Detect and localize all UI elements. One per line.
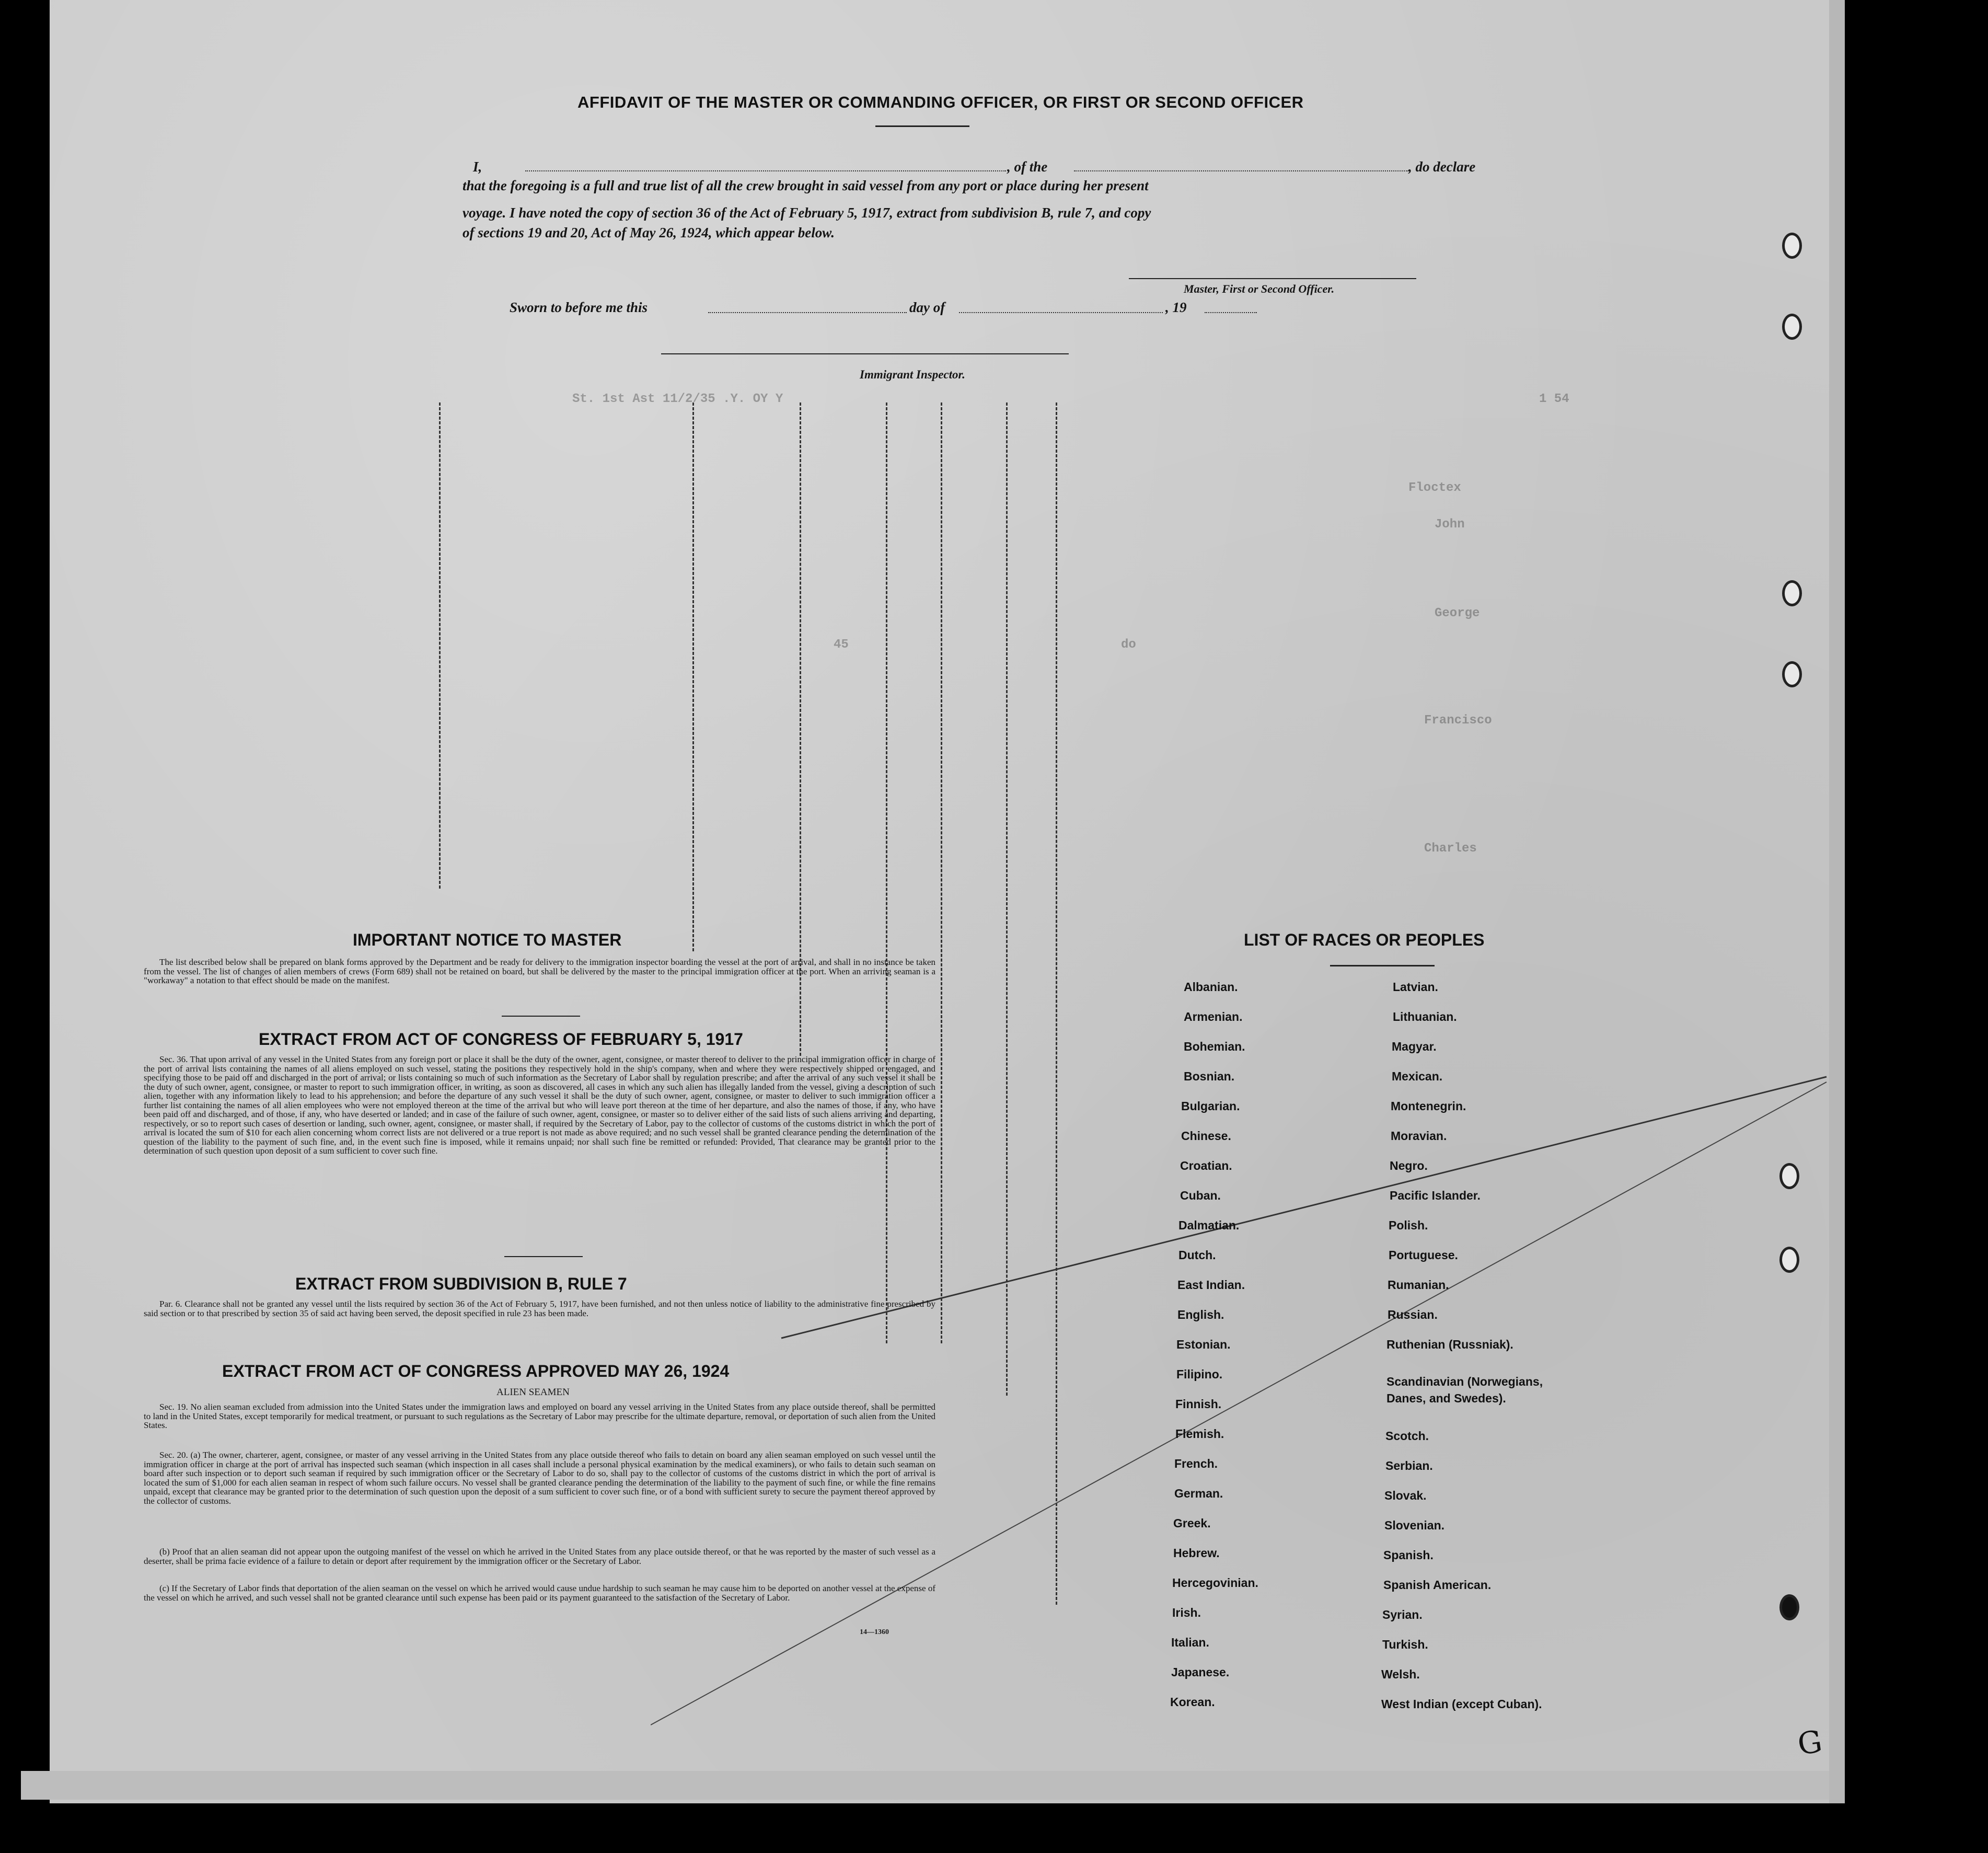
race-item: Japanese. (1171, 1665, 1230, 1679)
race-item: East Indian. (1177, 1278, 1245, 1292)
extract-1917-body: Sec. 36. That upon arrival of any vessel in the United States from any foreign port or place it shall be the duty of the owner, agent, consignee, or master thereof to deliver to the principal immigration officer in charge of the port of arrival lists containing the names of all aliens employed on such vessel, stating the positions they respectively hold in the ship's company, when and where they were respectively shipped or engaged, and specifying those to be paid off and discharged in the port of arrival; or lists containing so much of such information as the Secretary of Labor shall by regulation prescribe; and after the arrival of any such vessel it shall be the duty of such owner, agent, consignee, or master to report to such immigration officer, in writing, as soon as discovered, all cases in which any such alien has illegally landed from the vessel, giving a description of such alien, together with any information likely to lead to his apprehension; and before the departure of any such vessel it shall be the duty of such owner, agent, consignee, or master to deliver to such immigration officer a further list containing the names of all alien employees who were not employed thereon at the time of the arrival but who will leave port thereon at the time of her departure, and also the names of those, if any, who have been paid off and discharged, and of those, if any, who have deserted or landed; and in case of the failure of such owner, agent, consignee, or master so to deliver either of the said lists of such aliens arriving and departing, respectively, or so to report such cases of desertion or landing, such owner, agent, consignee, or master shall, if required by the Secretary of Labor, pay to the collector of customs of the customs district in which the port of arrival is located the sum of $10 for each alien concerning whom correct lists are not delivered or a true report is not made as above required; and no such vessel shall be granted clearance pending the determination of the question of the liability to the payment of such fine, and, in the event such fine is imposed, while it remains unpaid; nor shall such fine be remitted or refunded: Provided, That clearance may be granted prior to the determination of such question upon deposit of a sum sufficient to cover such fine. (144, 1054, 935, 1156)
affidavit-line2: that the foregoing is a full and true list of all the crew brought in said vessel from any port or place during her present (463, 178, 1149, 193)
race-item: Filipino. (1176, 1367, 1223, 1381)
race-item: Slovak. (1384, 1489, 1427, 1502)
race-item: Hercegovinian. (1172, 1576, 1258, 1590)
rule7-title: EXTRACT FROM SUBDIVISION B, RULE 7 (295, 1274, 627, 1293)
race-item: Danes, and Swedes). (1386, 1391, 1506, 1405)
race-item: Italian. (1171, 1636, 1209, 1649)
race-item: German. (1174, 1487, 1223, 1500)
race-item: Albanian. (1184, 980, 1238, 994)
affidavit-line1-mid: , of the (1007, 159, 1048, 175)
punch-hole (1782, 233, 1802, 259)
extract-1917-title: EXTRACT FROM ACT OF CONGRESS OF FEBRUARY 5, 1917 (259, 1030, 743, 1049)
column-rule (692, 402, 694, 951)
race-item: Lithuanian. (1393, 1010, 1457, 1023)
races-underline (1330, 965, 1435, 966)
race-item: Serbian. (1385, 1459, 1433, 1472)
affidavit-line1-start: I, (473, 159, 482, 175)
race-item: Spanish American. (1383, 1578, 1492, 1592)
race-item: Welsh. (1381, 1667, 1420, 1681)
sworn-month-field[interactable] (959, 312, 1163, 313)
race-item: English. (1177, 1308, 1224, 1321)
extract-1917-divider (504, 1256, 583, 1257)
affidavit-line3: voyage. I have noted the copy of section 36 of the Act of February 5, 1917, extract from subdivision B, rule 7, and copy (463, 205, 1151, 221)
bleed-through-text: 45 (834, 638, 849, 652)
race-item: Dutch. (1178, 1248, 1216, 1262)
affidavit-line4: of sections 19 and 20, Act of May 26, 1924, which appear below. (463, 225, 835, 240)
sec20a-text: Sec. 20. (a) The owner, charterer, agent, consignee, or master of any vessel arriving in the United States from any place outside thereof who fails to detain on board any alien seaman employed on such vessel until the immigration officer in charge at the port of arrival has inspected such seaman (which inspection in all cases shall include a personal physical examination by the medical examiners), or who fails to detain such seaman on board after such inspection or to deport such seaman if required by such immigration officer or the Secretary of Labor to do so, shall pay to the collector of customs of the customs district in which the port of arrival is located the sum of $1,000 for each alien seaman in respect of whom such failure occurs. No vessel shall be granted clearance pending the determination of the liability to the payment of such fine, or while the fine remains unpaid, except that clearance may be granted prior to the determination of such question upon the deposit of a sum sufficient to cover such fine, or of a bond with sufficient surety to secure the payment thereof approved by the collector of customs. (144, 1450, 935, 1506)
race-item: Estonian. (1176, 1338, 1231, 1351)
race-item: Chinese. (1181, 1129, 1231, 1143)
affidavit-line1-end: , do declare (1408, 159, 1476, 175)
bleed-through-text: Francisco (1424, 713, 1492, 728)
race-item: Croatian. (1180, 1159, 1232, 1172)
sec20b-text: (b) Proof that an alien seaman did not appear upon the outgoing manifest of the vessel on which he arrived in the United States from any place outside thereof, or that he was reported by the master of such vessel as a deserter, shall be prima facie evidence of a failure to detain or deport after requirement by the immigration officer or the Secretary of Labor. (144, 1547, 935, 1566)
vessel-field[interactable] (1074, 170, 1408, 171)
race-item: Scandinavian (Norwegians, (1386, 1375, 1543, 1388)
race-item: Magyar. (1392, 1040, 1437, 1053)
punch-hole (1779, 1247, 1799, 1273)
signature-label: Master, First or Second Officer. (1184, 282, 1335, 295)
race-item: Spanish. (1383, 1548, 1434, 1562)
race-item: Turkish. (1382, 1638, 1428, 1651)
column-rule (439, 402, 441, 889)
race-item: Syrian. (1382, 1608, 1423, 1621)
affidavit-title: AFFIDAVIT OF THE MASTER OR COMMANDING OFFICER, OR FIRST OR SECOND OFFICER (577, 93, 1304, 111)
race-item: Rumanian. (1388, 1278, 1449, 1292)
punch-hole (1779, 1594, 1799, 1620)
race-item: Moravian. (1391, 1129, 1447, 1143)
race-item: Irish. (1172, 1606, 1201, 1619)
races-title: LIST OF RACES OR PEOPLES (1244, 930, 1485, 949)
bleed-through-text: do (1121, 638, 1136, 652)
race-item: Russian. (1388, 1308, 1438, 1321)
race-item: Armenian. (1184, 1010, 1243, 1023)
bleed-through-text: Charles (1424, 842, 1477, 856)
bleed-through-text: George (1435, 606, 1480, 620)
inspector-signature-line[interactable] (661, 353, 1069, 354)
sec20c-text: (c) If the Secretary of Labor finds that deportation of the alien seaman on the vessel on which he arrived would cause undue hardship to such seaman he may cause him to be deported on another vessel at the expense of the vessel on which he arrived, and such vessel shall not be granted clearance until such expense has been paid or its payment guaranteed to the satisfaction of the Secretary of Labor. (144, 1583, 935, 1603)
race-item: Greek. (1173, 1516, 1211, 1530)
punch-hole (1782, 661, 1802, 687)
race-item: Ruthenian (Russniak). (1386, 1338, 1513, 1351)
race-item: Polish. (1389, 1218, 1428, 1232)
sworn-start: Sworn to before me this (510, 300, 648, 315)
race-item: Portuguese. (1389, 1248, 1458, 1262)
race-item: Mexican. (1392, 1069, 1443, 1083)
race-item: Korean. (1170, 1695, 1215, 1709)
title-underline (875, 125, 969, 127)
form-number: 14—1360 (860, 1628, 889, 1636)
race-item: Bosnian. (1184, 1069, 1235, 1083)
notice-body: The list described below shall be prepared on blank forms approved by the Department and be ready for delivery to the immigration inspector boarding the vessel at the port of arrival, and shall in no instance be taken from the vessel. The list of changes of alien members of crews (Form 689) shall not be retained on board, but shall be delivered by the master to the principal immigration officer at the port. When an arriving seaman is a "workaway" a notation to that effect should be made on the manifest. (144, 957, 935, 985)
race-item: Negro. (1390, 1159, 1428, 1172)
bleed-through-text: John (1435, 517, 1465, 532)
punch-hole (1779, 1163, 1799, 1189)
race-item: Montenegrin. (1391, 1099, 1466, 1113)
race-item: Slovenian. (1384, 1518, 1445, 1532)
lower-sheet-edge (21, 1771, 1829, 1800)
race-item: Latvian. (1393, 980, 1438, 994)
extract-1924-title: EXTRACT FROM ACT OF CONGRESS APPROVED MAY 26, 1924 (222, 1362, 730, 1380)
notice-title: IMPORTANT NOTICE TO MASTER (353, 930, 622, 949)
signature-line[interactable] (1129, 278, 1416, 279)
notice-divider (502, 1016, 580, 1017)
race-item: Bulgarian. (1181, 1099, 1240, 1113)
race-item: French. (1174, 1457, 1218, 1470)
sworn-year-field[interactable] (1205, 312, 1257, 313)
bleed-through-text: St. 1st Ast 11/2/35 .Y. OY Y (572, 392, 783, 406)
punch-hole (1782, 314, 1802, 340)
bleed-through-text: 1 54 (1539, 392, 1569, 406)
race-item: Flemish. (1175, 1427, 1224, 1441)
race-item: Dalmatian. (1178, 1218, 1240, 1232)
sworn-end: , 19 (1165, 300, 1187, 315)
document-sheet (50, 0, 1845, 1803)
race-item: Bohemian. (1184, 1040, 1245, 1053)
name-field[interactable] (525, 170, 1006, 171)
race-item: Pacific Islander. (1390, 1189, 1481, 1202)
inspector-label: Immigrant Inspector. (860, 368, 965, 381)
punch-hole (1782, 580, 1802, 606)
handwritten-mark: G (1795, 1723, 1824, 1762)
race-item: Scotch. (1385, 1429, 1429, 1443)
race-item: Hebrew. (1173, 1546, 1220, 1560)
race-item: Cuban. (1180, 1189, 1221, 1202)
sec19-text: Sec. 19. No alien seaman excluded from admission into the United States under the immigration laws and employed on board any vessel arriving in the United States from any place outside thereof, shall be permitted to land in the United States, except temporarily for medical treatment, or pursuant to such regulations as the Secretary of Labor may prescribe for the ultimate departure, removal, or deportation of such alien from the United States. (144, 1402, 935, 1430)
race-item: Finnish. (1175, 1397, 1222, 1411)
rule7-body: Par. 6. Clearance shall not be granted any vessel until the lists required by section 36 of the Act of February 5, 1917, have been furnished, and not then unless notice of liability to the administrative fine prescribed by said section or to that prescribed by section 35 of said act having been served, the deposit specified in rule 23 has been made. (144, 1299, 935, 1318)
bleed-through-text: Floctex (1408, 481, 1461, 495)
race-item: West Indian (except Cuban). (1381, 1697, 1542, 1711)
sworn-day-field[interactable] (708, 312, 907, 313)
extract-1924-subtitle: ALIEN SEAMEN (496, 1387, 570, 1398)
sworn-mid: day of (909, 300, 945, 315)
